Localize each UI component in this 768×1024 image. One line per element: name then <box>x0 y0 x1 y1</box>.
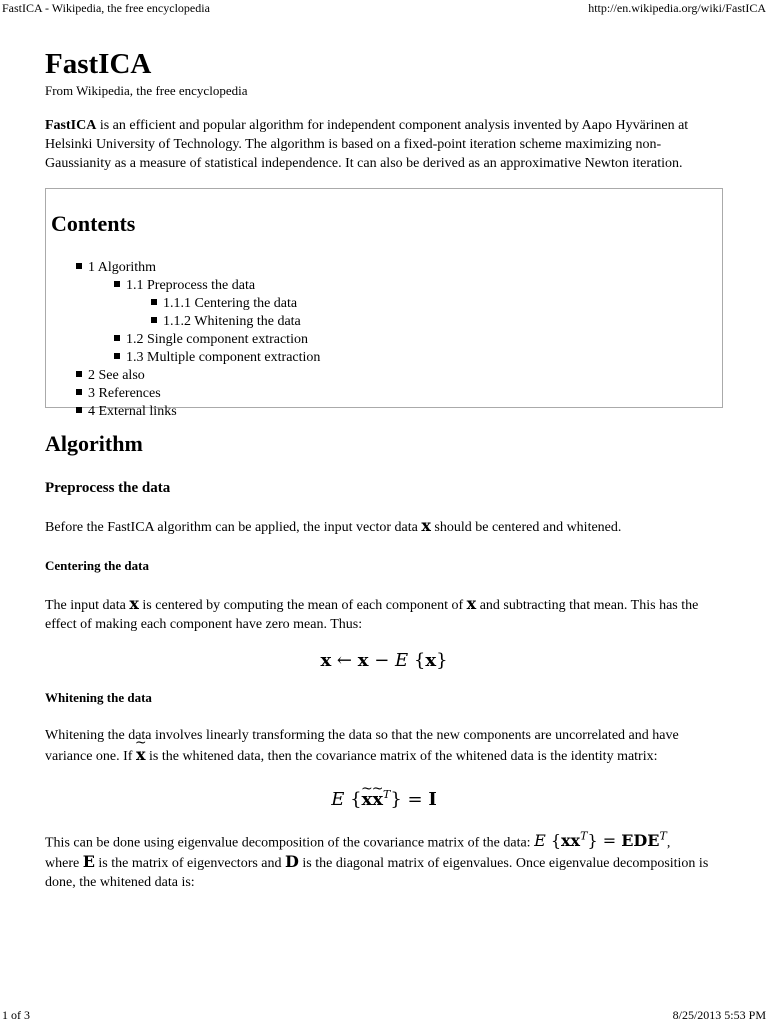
whitening-formula: E {~ x~ $x^T\} = I$ <box>45 784 723 811</box>
toc-item-label[interactable]: 3 References <box>88 386 161 401</box>
centering-text: The input data <box>45 598 130 613</box>
math-E: E <box>82 852 95 872</box>
subsubsection-heading-centering: Centering the data <box>45 558 149 573</box>
eigen-text: This can be done using eigenvalue decomposition of the covariance matrix of the data: <box>45 835 535 851</box>
subsection-heading-preprocess: Preprocess the data <box>45 480 171 496</box>
bullet-icon <box>151 317 157 323</box>
math-x-tilde: ~ x <box>136 745 146 764</box>
eigen-text: is the diagonal matrix of eigenvalues. Once eigenvalue decomposition is done, the whitened data is: <box>45 856 709 891</box>
bullet-icon <box>76 389 82 395</box>
bullet-icon <box>76 371 82 377</box>
print-footer <box>0 1008 768 1022</box>
toc-item-label[interactable]: 1.1 Preprocess the data <box>126 278 256 293</box>
intro-term: FastICA <box>45 118 97 133</box>
article <box>45 46 723 892</box>
bullet-icon <box>76 263 82 269</box>
preprocess-text: should be centered and whitened. <box>430 520 622 535</box>
preprocess-paragraph <box>45 516 723 537</box>
toc-list <box>51 259 717 421</box>
toc-item-see-also[interactable] <box>51 367 717 385</box>
eigen-inline-formula: E $\{xx^T\} = EDE^T$ <box>534 830 667 851</box>
whitening-paragraph <box>45 726 723 766</box>
math-x: x <box>466 594 477 613</box>
eigen-paragraph-cont <box>45 852 723 892</box>
bullet-icon <box>151 299 157 305</box>
toc-item-external-links[interactable] <box>51 403 717 421</box>
table-of-contents <box>45 188 723 419</box>
whitening-text: Whitening the data involves linearly transforming the data so that the new components are uncorrelated and have variance one. If <box>45 728 679 764</box>
intro-text: is an efficient and popular algorithm for independent component analysis invented by Aapo Hyvärinen at Helsinki University of Technology. The algorithm is based on a fixed-point iteration scheme maximizing non-Gaussianity as a measure of statistical independence. It can also be derived as an approximative Newton iteration. <box>45 118 689 171</box>
preprocess-text: Before the FastICA algorithm can be applied, the input vector data <box>45 520 422 535</box>
print-header <box>0 1 768 15</box>
page-title: FastICA <box>45 48 152 80</box>
bullet-icon <box>114 335 120 341</box>
eigen-paragraph: This can be done using eigenvalue decomposition of the covariance matrix of the data: E $\{xx^T\} = EDE^T$, <box>45 830 671 851</box>
toc-title: Contents <box>51 211 136 236</box>
toc-item-label[interactable]: 1 Algorithm <box>88 260 157 275</box>
toc-item-single-component[interactable] <box>51 331 717 349</box>
print-header-title: FastICA - Wikipedia, the free encyclopedia <box>2 1 210 15</box>
toc-item-preprocess[interactable] <box>51 277 717 295</box>
eigen-text: where <box>45 856 83 872</box>
eigen-text: is the matrix of eigenvectors and <box>94 856 286 872</box>
section-heading-algorithm: Algorithm <box>45 431 143 456</box>
page-count: 1 of 3 <box>2 1008 30 1022</box>
toc-item-label[interactable]: 1.2 Single component extraction <box>126 332 308 347</box>
subsubsection-heading-whitening: Whitening the data <box>45 690 152 705</box>
toc-item-label[interactable]: 1.1.2 Whitening the data <box>163 314 301 329</box>
page-subtitle: From Wikipedia, the free encyclopedia <box>45 83 248 98</box>
toc-item-multiple-component[interactable] <box>51 349 717 367</box>
toc-item-centering[interactable] <box>51 295 717 313</box>
toc-item-label[interactable]: 1.3 Multiple component extraction <box>126 350 321 365</box>
centering-formula: x ← x − E {x} <box>320 650 448 671</box>
math-x: x <box>129 594 139 613</box>
print-timestamp: 8/25/2013 5:53 PM <box>672 1008 766 1022</box>
bullet-icon <box>76 407 82 413</box>
math-x: x <box>421 516 431 535</box>
bullet-icon <box>114 281 120 287</box>
bullet-icon <box>114 353 120 359</box>
centering-text: is centered by computing the mean of each component of <box>138 598 467 613</box>
math-D: D <box>285 852 299 872</box>
intro-paragraph <box>45 116 723 173</box>
toc-item-references[interactable] <box>51 385 717 403</box>
toc-item-label[interactable]: 1.1.1 Centering the data <box>163 296 298 311</box>
toc-item-label[interactable]: 2 See also <box>88 368 145 383</box>
toc-item-algorithm[interactable] <box>51 259 717 277</box>
print-header-url: http://en.wikipedia.org/wiki/FastICA <box>588 1 766 15</box>
centering-paragraph <box>45 594 723 634</box>
centering-text: and subtracting that mean. This has the effect of making each component have zero mean. Thus: <box>45 598 699 632</box>
toc-item-label[interactable]: 4 External links <box>88 404 177 419</box>
toc-item-whitening[interactable] <box>51 313 717 331</box>
whitening-text: is the whitened data, then the covariance matrix of the whitened data is the identity matrix: <box>145 749 658 764</box>
